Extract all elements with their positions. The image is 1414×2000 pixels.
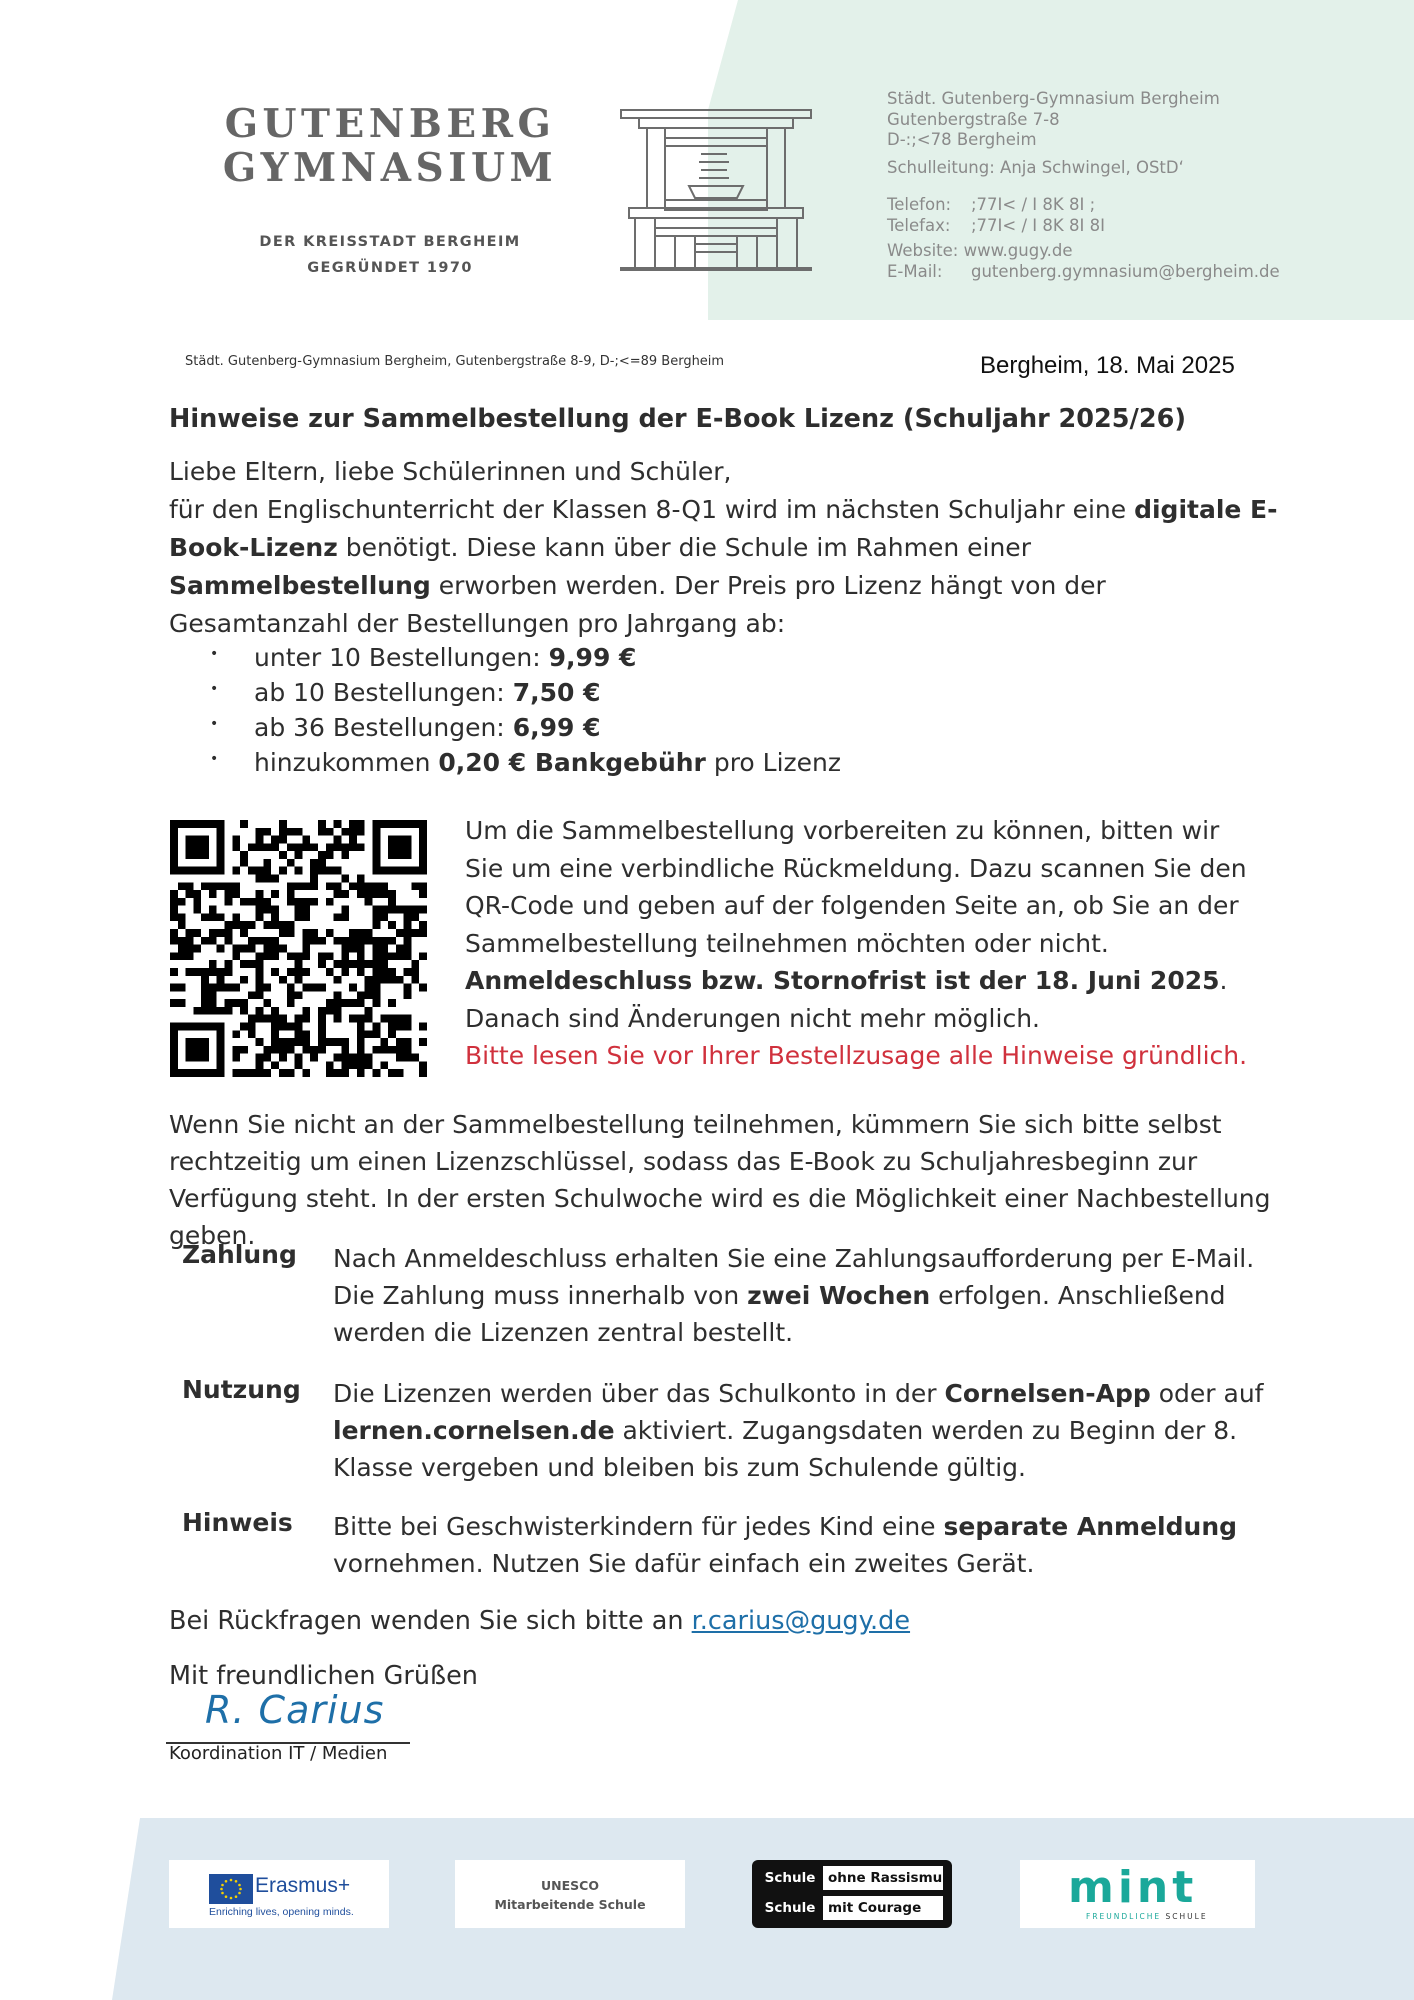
email-address: gutenberg.gymnasium@bergheim.de <box>971 261 1280 281</box>
printing-press-icon <box>619 108 813 272</box>
schule-ohne-rassismus-logo <box>752 1860 952 1928</box>
phone-row <box>887 195 1280 216</box>
website: Website: www.gugy.de <box>887 241 1073 260</box>
erasmus-name: Erasmus+ <box>255 1874 351 1897</box>
phone-label: Telefon: <box>887 195 952 214</box>
email-label: E-Mail: <box>887 261 943 281</box>
intro-paragraph <box>169 453 1279 643</box>
price-list <box>210 640 841 780</box>
signature: R. Carius <box>205 1688 385 1732</box>
school-name-line2: GYMNASIUM <box>222 145 558 191</box>
school-subtitle <box>200 229 580 281</box>
mint-name: mint <box>1068 1862 1198 1913</box>
letter-date: Bergheim, 18. Mai 2025 <box>980 352 1235 379</box>
address-line2: Gutenbergstraße 7-8 <box>887 109 1060 129</box>
non-participation-paragraph: Wenn Sie nicht an der Sammelbestellung teilnehmen, kümmern Sie sich bitte selbst rechtzeitig um einen Lizenzschlüssel, sodass das E-Book zu Schuljahresbeginn zur Verfügung steht. In der ersten Schulwoche wird es die Möglichkeit einer Nachbestellung geben. <box>169 1110 1271 1250</box>
unesco-logo <box>455 1860 685 1928</box>
erasmus-tagline: Enriching lives, opening minds. <box>209 1906 354 1918</box>
info-label-payment: Zahlung <box>182 1240 297 1269</box>
school-logo-text <box>200 102 580 190</box>
contact-email-link[interactable]: r.carius@gugy.de <box>691 1606 911 1636</box>
eu-flag-icon <box>209 1874 253 1904</box>
fax-number: ;77I< / I 8K 8I 8I <box>971 215 1105 235</box>
list-item: • unter 10 Bestellungen: 9,99 € <box>210 643 637 672</box>
info-text-payment: Nach Anmeldeschluss erhalten Sie eine Zahlungsaufforderung per E-Mail. Die Zahlung muss innerhalb von zwei Wochen erfolgen. Anschließend werden die Lizenzen zentral bestellt. <box>333 1244 1255 1347</box>
list-item: • hinzukommen 0,20 € Bankgebühr pro Lizenz <box>210 748 842 777</box>
mint-logo <box>1020 1860 1255 1928</box>
mint-subtitle: FREUNDLICHE SCHULE <box>1086 1912 1208 1921</box>
signer-role: Koordination IT / Medien <box>169 1743 388 1764</box>
unesco-line1: UNESCO <box>541 1878 599 1893</box>
info-text-note: Bitte bei Geschwisterkindern für jedes Kind eine separate Anmeldung vornehmen. Nutzen Sie dafür einfach ein zweites Gerät. <box>333 1512 1238 1578</box>
school-name-line1: GUTENBERG <box>224 101 556 147</box>
warning-text: Bitte lesen Sie vor Ihrer Bestellzusage alle Hinweise gründlich. <box>465 1041 1248 1070</box>
sor-right-bottom: mit Courage <box>828 1900 922 1916</box>
fax-label: Telefax: <box>887 215 951 235</box>
closing: Mit freundlichen Grüßen <box>169 1661 478 1691</box>
contact-line: Bei Rückfragen wenden Sie sich bitte an r.carius@gugy.de <box>169 1606 911 1636</box>
sor-right-top: ohne Rassismus <box>828 1870 951 1886</box>
info-label-note: Hinweis <box>182 1508 293 1537</box>
deadline-text: Anmeldeschluss bzw. Stornofrist ist der 18. Juni 2025. Danach sind Änderungen nicht mehr möglich. <box>465 966 1228 1033</box>
sender-line: Städt. Gutenberg-Gymnasium Bergheim, Gutenbergstraße 8-9, D-;<=89 Bergheim <box>185 354 725 369</box>
fax-row <box>887 216 1280 237</box>
school-subtitle-line1: DER KREISSTADT BERGHEIM <box>259 234 521 250</box>
sor-left-top: Schule <box>757 1866 823 1890</box>
info-label-usage: Nutzung <box>182 1375 301 1404</box>
salutation: Liebe Eltern, liebe Schülerinnen und Schüler, <box>169 457 732 486</box>
qr-code-icon[interactable] <box>170 820 427 1077</box>
address-line1: Städt. Gutenberg-Gymnasium Bergheim <box>887 89 1220 108</box>
list-item: • ab 10 Bestellungen: 7,50 € <box>210 678 601 707</box>
school-subtitle-line2: GEGRÜNDET 1970 <box>307 260 473 276</box>
info-text-usage: Die Lizenzen werden über das Schulkonto in der Cornelsen-App oder auf lernen.cornelsen.de aktiviert. Zugangsdaten werden zu Beginn der 8. Klasse vergeben und bleiben bis zum Schulende gültig. <box>333 1379 1264 1482</box>
intro-text: für den Englischunterricht der Klassen 8-Q1 wird im nächsten Schuljahr eine digitale E-Book-Lizenz benötigt. Diese kann über die Schule im Rahmen einer Sammelbestellung erworben werden. Der Preis pro Lizenz hängt von der Gesamtanzahl der Bestellungen pro Jahrgang ab: <box>169 495 1278 638</box>
qr-instructions <box>465 812 1265 1075</box>
sor-left-bottom: Schule <box>757 1896 823 1920</box>
erasmus-logo <box>169 1860 389 1928</box>
letter-heading: Hinweise zur Sammelbestellung der E-Book Lizenz (Schuljahr 2025/26) <box>169 404 1186 434</box>
address-block <box>887 89 1280 282</box>
email-row <box>887 262 1280 283</box>
phone-number: ;77I< / I 8K 8I ; <box>971 195 1096 214</box>
qr-instructions-text: Um die Sammelbestellung vorbereiten zu können, bitten wir Sie um eine verbindliche Rückmeldung. Dazu scannen Sie den QR-Code und geben auf der folgenden Seite an, ob Sie an der Sammelbestellung teilnehmen möchten oder nicht. <box>465 816 1247 958</box>
principal: Schulleitung: Anja Schwingel, OStD‘ <box>887 157 1184 177</box>
address-line3: D-:;<78 Bergheim <box>887 130 1037 149</box>
list-item: • ab 36 Bestellungen: 6,99 € <box>210 713 601 742</box>
unesco-line2: Mitarbeitende Schule <box>494 1897 646 1912</box>
